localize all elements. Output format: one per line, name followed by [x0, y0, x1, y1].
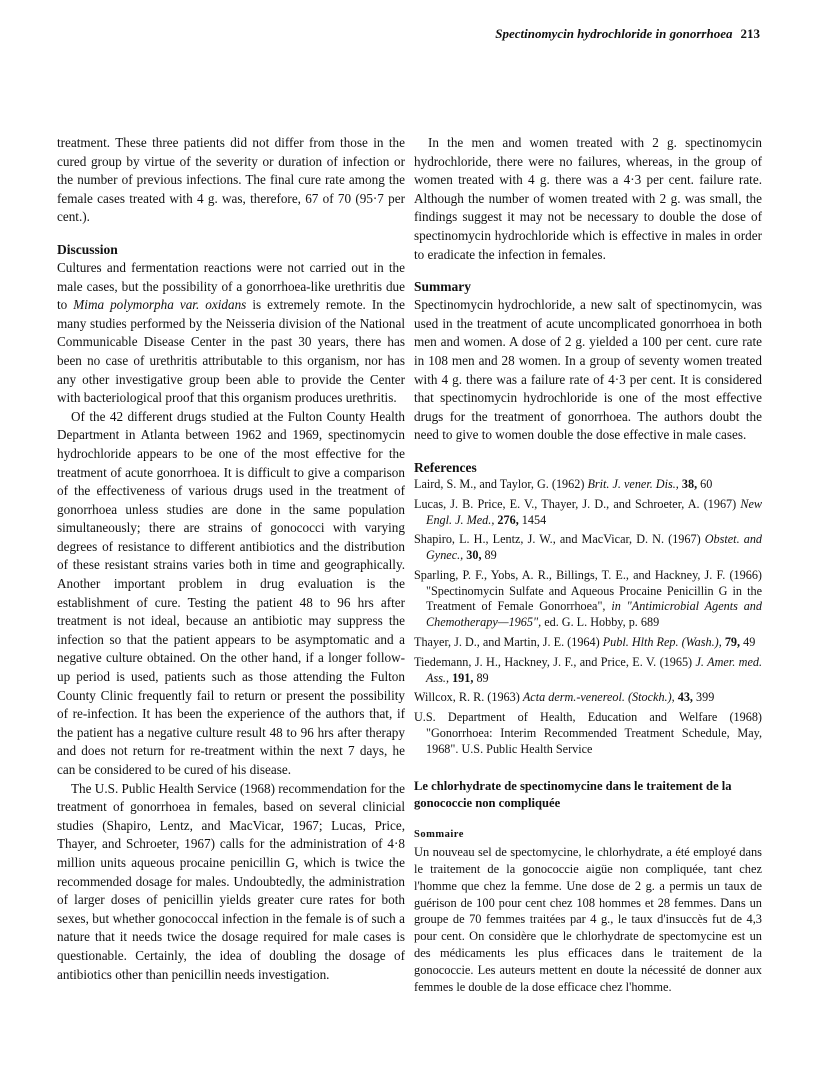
reference-pages: 49 [743, 635, 756, 650]
reference-pages: ed. G. L. Hobby, p. 689 [544, 615, 660, 630]
sommaire-heading: Sommaire [414, 828, 464, 840]
reference-vol: 191, [452, 670, 474, 685]
reference-vol: 43, [677, 690, 693, 705]
reference-vol: 38, [681, 476, 698, 491]
reference-vol: 79, [724, 635, 741, 650]
reference-item [414, 497, 762, 529]
reference-authors: Laird, S. M., and Taylor, G. (1962) [414, 476, 585, 491]
page-number: 213 [740, 26, 760, 41]
french-title: Le chlorhydrate de spectinomycine dans le traitement de la gonococcie non compliquée [414, 778, 732, 810]
reference-journal: in "Antimicrobial Agents and Chemotherapy—1965", [426, 599, 762, 630]
reference-list [414, 477, 762, 758]
reference-pages: 60 [700, 476, 713, 491]
reference-authors: Shapiro, L. H., Lentz, J. W., and MacVicar, D. N. (1967) [414, 532, 701, 547]
reference-item [414, 635, 762, 651]
reference-pages: 89 [484, 548, 497, 563]
reference-journal: New Engl. J. Med., [426, 496, 762, 527]
reference-item [414, 568, 762, 631]
references-heading: References [414, 459, 477, 475]
reference-authors: Tiedemann, J. H., Hackney, J. F., and Price, E. V. (1965) [414, 654, 693, 669]
reference-journal: J. Amer. med. Ass., [426, 654, 762, 685]
reference-item [414, 477, 762, 493]
reference-authors: Thayer, J. D., and Martin, J. E. (1964) [414, 635, 600, 650]
reference-vol: 30, [466, 548, 482, 563]
paragraph-intro: treatment. These three patients did not differ from those in the cured group by virtue of the severity or duration of infection or the number of previous infections. The final cure rate among the female cases treated with 4 g. was, therefore, 67 of 70 (95·7 per cent.). [57, 135, 405, 225]
reference-pages: 399 [696, 690, 715, 705]
summary-paragraph: Spectinomycin hydrochloride, a new salt of spectinomycin, was used in the treatment of acute uncomplicated gonorrhoea in both men and women. A dose of 2 g. yielded a 100 per cent. cure rate in 108 men and 28 women. In a group of seventy women treated with 4 g. there was a failure rate of 4·3 per cent. It is considered that spectinomycin hydrochloride is one of the most effective drugs for the treatment of gonorrhoea. The authors doubt the need to give to women double the dose effective in male cases. [414, 297, 762, 443]
paragraph-results: In the men and women treated with 2 g. spectinomycin hydrochloride, there were no failures, whereas, in the group of women treated with 4 g. there was a 4·3 per cent. failure rate. Although the number of women treated with 2 g. was small, the findings suggest it may not be necessary to double the dose of spectinomycin hydrochloride which is effective in males in order to eradicate the infection in females. [414, 135, 762, 262]
reference-item [414, 655, 762, 687]
discussion-heading: Discussion [57, 241, 118, 257]
sommaire-paragraph: Un nouveau sel de spectomycine, le chlorhydrate, a été employé dans le traitement de la gonococcie aigüe non compliquée, tant chez l'homme que chez la femme. Une dose de 2 g. a permis un taux de guérison de 100 pour cent chez 108 hommes et 28 femmes. Dans un groupe de 70 femmes traitées par 4 g., le taux d'insuccès fut de 4,3 pour cent. On considère que le chlorhydrate de spectomycine est un des médicaments les plus efficaces dans le traitement de la gonococcie. Les auteurs mettent en doute la nécessité de donner aux femmes le double de la dose efficace chez l'homme. [414, 845, 762, 994]
reference-vol: 276, [497, 512, 519, 527]
left-column [57, 134, 405, 984]
reference-item [414, 690, 762, 706]
right-column [414, 134, 762, 995]
reference-authors: Lucas, J. B. Price, E. V., Thayer, J. D., and Schroeter, A. (1967) [414, 496, 737, 511]
discussion-paragraph-2: Of the 42 different drugs studied at the Fulton County Health Department in Atlanta between 1962 and 1969, spectinomycin hydrochloride appears to be one of the most effective for the treatment of acute gonorrhoea. It is difficult to give a comparison of the effectiveness of various drugs used in the treatment of gonorrhoea unless studies are done in the same population simultaneously; there are strains of gonococci with varying degrees of resistance to different antibiotics and the distribution of these resistant strains varies both in time and geographically. Another important problem in drug evaluation is the establishment of cure. Testing the patient 48 to 96 hrs after treatment is not ideal, because an antibiotic may suppress the infection so that the patient appears to be asymptomatic and a negative culture obtained. On the other hand, if a longer follow-up period is used, patients such as those attending the Fulton County Clinic frequently fail to return or present the possibility of re-infection. It has been the experience of the authors that, if the patient has a negative culture result 48 to 96 hrs after therapy and does not return for re-treatment within the next 7 days, he can be considered to be cured of his disease. [57, 408, 405, 777]
reference-pages: 1454 [521, 512, 547, 527]
reference-journal: Acta derm.-venereol. (Stockh.), [522, 690, 675, 705]
reference-journal: Brit. J. vener. Dis., [587, 476, 679, 491]
reference-authors: Willcox, R. R. (1963) [414, 690, 520, 705]
reference-authors: Sparling, P. F., Yobs, A. R., Billings, T. E., and Hackney, J. F. (1966) "Spectinomycin Sulfate and Aqueous Procaine Penicillin G in the Treatment of Female Gonorrhoea", [414, 567, 762, 614]
reference-item [414, 710, 762, 757]
discussion-paragraph-3: The U.S. Public Health Service (1968) recommendation for the treatment of gonorrhoea in females, based on several clinicial studies (Shapiro, Lentz, and MacVicar, 1967; Lucas, Price, Thayer, and Schroeter, 1967) calls for the administration of 4·8 million units aqueous procaine penicillin G, which is twice the recommended dosage for males. Undoubtedly, the administration of larger doses of penicillin yields greater cure rates for both sexes, but whether gonococcal infection in the female is of such a nature that it needs twice the dosage required for male cases is questionable. Certainly, the idea of doubling the dosage of antibiotics other than penicillin needs investigation. [57, 780, 405, 982]
reference-item [414, 532, 762, 564]
reference-journal: Publ. Hlth Rep. (Wash.), [602, 635, 722, 650]
reference-pages: 89 [476, 670, 489, 685]
reference-journal: Obstet. and Gynec., [426, 532, 763, 563]
running-title: Spectinomycin hydrochloride in gonorrhoea [495, 26, 733, 41]
discussion-paragraph-1: Cultures and fermentation reactions were not carried out in the male cases, but the possibility of a gonorrhoea-like urethritis due to Mima polymorpha var. oxidans is extremely remote. In the many studies performed by the Neisseria division of the National Communicable Disease Center in the past 30 years, there has been no case of urethritis attributable to this organism, nor has any other investigative group been able to provide the Center with bacteriological proof that this organism produces urethritis. [57, 259, 405, 406]
summary-heading: Summary [414, 279, 471, 295]
reference-authors: U.S. Department of Health, Education and Welfare (1968) "Gonorrhoea: Interim Recommended Treatment Schedule, May, 1968". U.S. Public Health Service [414, 710, 762, 756]
running-head [495, 26, 760, 42]
